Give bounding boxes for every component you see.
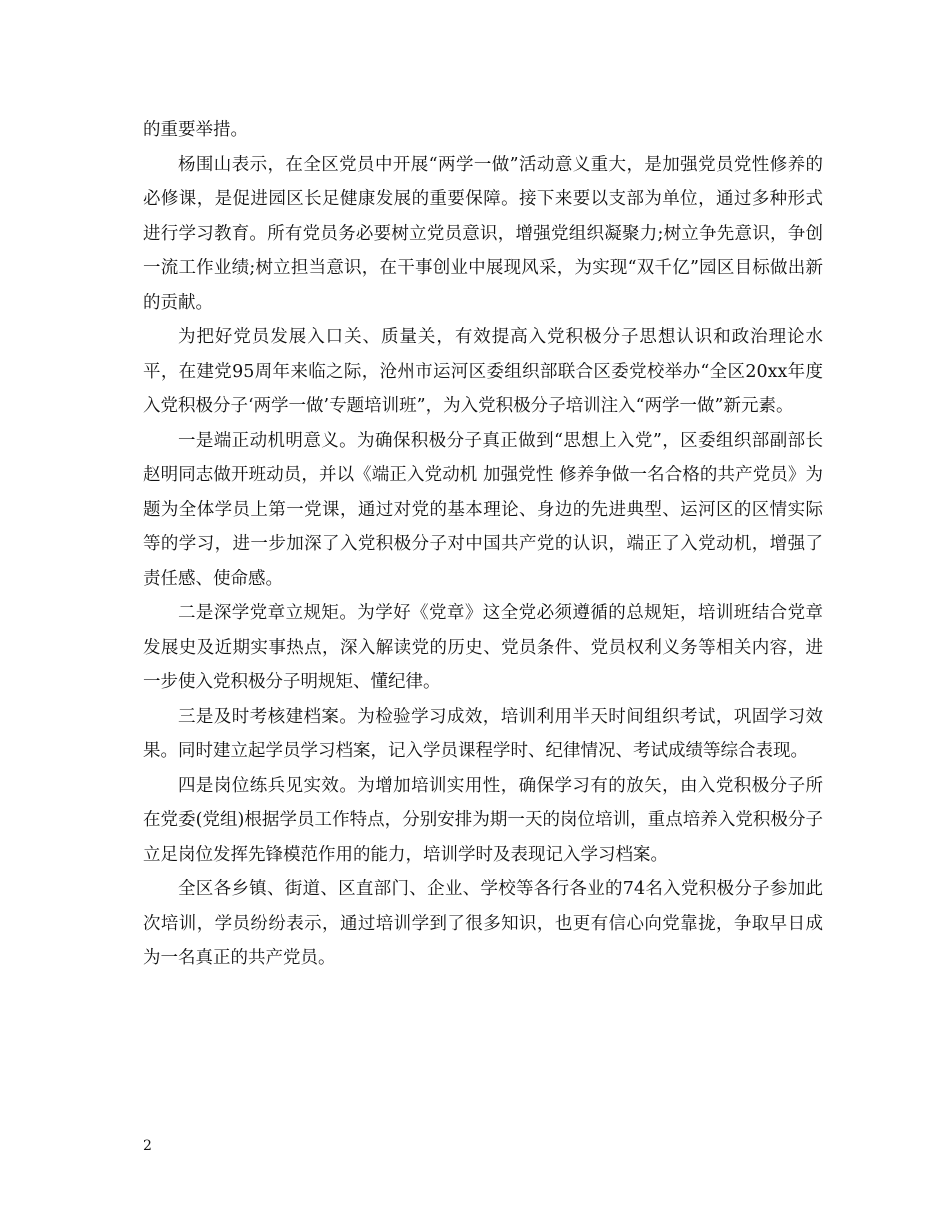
document-body [143,113,823,976]
paragraph-yang-weishan-remarks: 杨围山表示，在全区党员中开展“两学一做”活动意义重大，是加强党员党性修养的必修课，是促进园区长足健康发展的重要保障。接下来要以支部为单位，通过多种形式进行学习教育。所有党员务必要树立党员意识，增强党组织凝聚力;树立争先意识，争创一流工作业绩;树立担当意识，在干事创业中展现风采，为实现“双千亿”园区目标做出新的贡献。 [143,154,823,313]
paragraph-conclusion: 全区各乡镇、街道、区直部门、企业、学校等各行各业的74名入党积极分子参加此次培训，学员纷纷表示，通过培训学到了很多知识，也更有信心向党靠拢，争取早日成为一名真正的共产党员。 [143,879,823,968]
paragraph-point-two: 二是深学党章立规矩。为学好《党章》这全党必须遵循的总规矩，培训班结合党章发展史及近期实事热点，深入解读党的历史、党员条件、党员权利义务等相关内容，进一步使入党积极分子明规矩、懂纪律。 [143,603,823,692]
paragraph-point-three: 三是及时考核建档案。为检验学习成效，培训利用半天时间组织考试，巩固学习效果。同时建立起学员学习档案，记入学员课程学时、纪律情况、考试成绩等综合表现。 [143,706,823,761]
paragraph-point-four: 四是岗位练兵见实效。为增加培训实用性，确保学习有的放矢，由入党积极分子所在党委(党组)根据学员工作特点，分别安排为期一天的岗位培训，重点培养入党积极分子立足岗位发挥先锋模范作用的能力，培训学时及表现记入学习档案。 [143,775,823,865]
paragraph-point-one: 一是端正动机明意义。为确保积极分子真正做到“思想上入党”，区委组织部副部长赵明同志做开班动员，并以《端正入党动机 加强党性 修养争做一名合格的共产党员》为题为全体学员上第一党课，通过对党的基本理论、身边的先进典型、运河区的区情实际等的学习，进一步加深了入党积极分子对中国共产党的认识，端正了入党动机，增强了责任感、使命感。 [143,430,823,589]
page-number: 2 [143,1138,152,1154]
paragraph-continuation: 的重要举措。 [143,120,248,140]
paragraph-training-overview: 为把好党员发展入口关、质量关，有效提高入党积极分子思想认识和政治理论水平，在建党95周年来临之际，沧州市运河区委组织部联合区委党校举办“全区20xx年度入党积极分子‘两学一做’专题培训班”，为入党积极分子培训注入“两学一做”新元素。 [143,327,823,416]
